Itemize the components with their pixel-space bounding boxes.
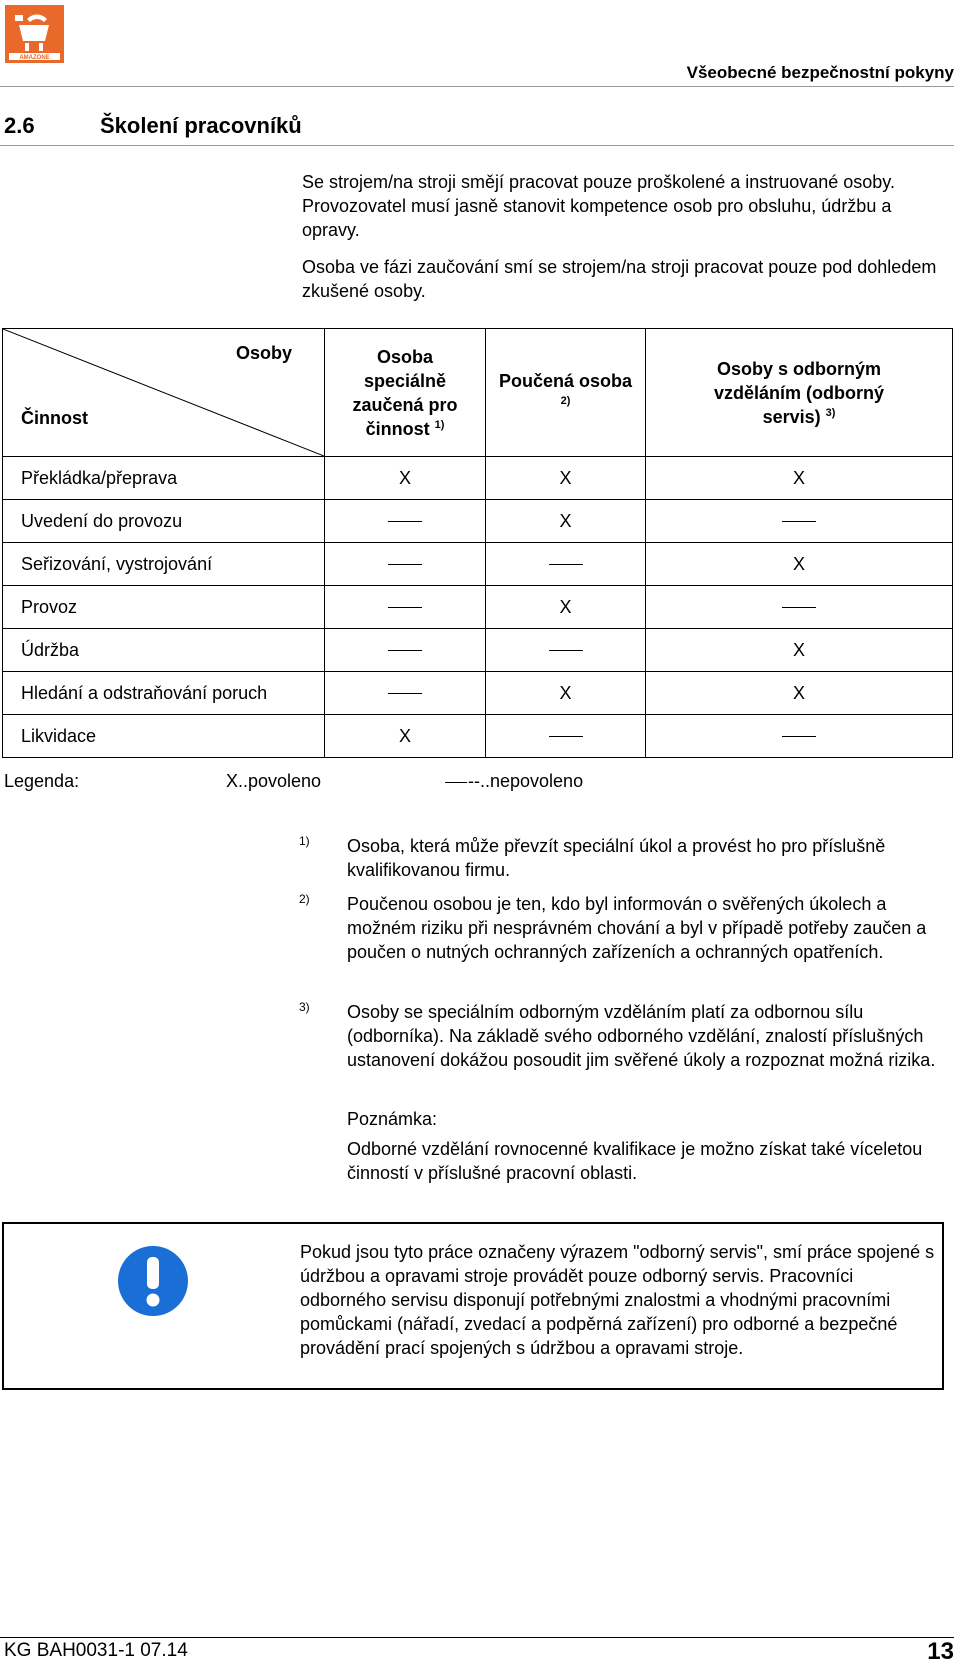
permission-cell xyxy=(646,586,953,629)
footnote-1-text: Osoba, která může převzít speciální úkol a provést ho pro příslušně kvalifikovanou firmu. xyxy=(347,836,886,880)
table-body xyxy=(3,457,953,758)
corner-label-persons: Osoby xyxy=(235,343,292,363)
permission-cell xyxy=(325,586,486,629)
footer-document-code: KG BAH0031-1 07.14 xyxy=(4,1640,188,1661)
permission-cell: X xyxy=(646,672,953,715)
not-allowed-dash xyxy=(549,650,583,651)
table-corner-cell xyxy=(3,329,325,457)
activity-cell: Likvidace xyxy=(3,715,325,758)
permission-cell: X xyxy=(486,457,646,500)
table-row xyxy=(3,715,953,758)
permission-cell: X xyxy=(325,715,486,758)
permission-cell: X xyxy=(325,457,486,500)
column-header-specially-trained: Osoba speciálně zaučená pro činnost $^{1)}$ xyxy=(325,329,486,457)
permission-cell xyxy=(646,715,953,758)
section-divider xyxy=(0,145,954,146)
permission-cell xyxy=(325,629,486,672)
permission-cell: X xyxy=(646,457,953,500)
notice-text: Pokud jsou tyto práce označeny výrazem "odborný servis", smí práce spojené s údržbou a opravami stroje provádět pouze odborný servis. Pracovníci odborného servisu disponují potřebnými znalostmi a vhodnými pracovními pomůckami (nářadí, zvedací a podpěrná zařízení) pro odborné a bezpečné provádění prací spojených s údržbou a opravami stroje. xyxy=(300,1242,935,1358)
permission-cell: X xyxy=(646,543,953,586)
legend-not-allowed: --..nepovoleno xyxy=(445,771,583,792)
footnote-1-mark: 1) xyxy=(299,834,310,848)
activity-cell: Údržba xyxy=(3,629,325,672)
not-allowed-dash xyxy=(388,693,422,694)
corner-label-activity: Činnost xyxy=(21,408,88,428)
legend-allowed: X..povoleno xyxy=(226,771,322,791)
activity-cell: Uvedení do provozu xyxy=(3,500,325,543)
note-text: Odborné vzdělání rovnocenné kvalifikace je možno získat také víceletou činností v příslušné pracovní oblasti. xyxy=(347,1139,923,1183)
activity-cell: Překládka/přeprava xyxy=(3,457,325,500)
note-label: Poznámka: xyxy=(347,1109,438,1129)
qualification-table xyxy=(2,328,953,758)
footnote-3-text: Osoby se speciálním odborným vzděláním platí za odbornou sílu (odborníka). Na základě svého odborného vzdělání, znalostí příslušných ustanovení dokážou posoudit jim svěřené úkoly a rozpoznat možná rizika. xyxy=(347,1002,936,1070)
table-row xyxy=(3,629,953,672)
not-allowed-dash xyxy=(388,564,422,565)
legend-label: Legenda: xyxy=(4,771,80,791)
permission-cell: X xyxy=(486,672,646,715)
intro-paragraph-2: Osoba ve fázi zaučování smí se strojem/na stroji pracovat pouze pod dohledem zkušené osoby. xyxy=(302,257,937,301)
table-row xyxy=(3,672,953,715)
header-divider xyxy=(0,86,954,87)
not-allowed-dash xyxy=(782,736,816,737)
permission-cell: X xyxy=(486,586,646,629)
footnote-2-text: Poučenou osobou je ten, kdo byl informován o svěřených úkolech a možném riziku při nesprávném chování a byl v případě potřeby zaučen a poučen o nutných ochranných zařízeních a ochranných opatřeních. xyxy=(347,894,927,962)
table-row xyxy=(3,457,953,500)
not-allowed-dash xyxy=(388,650,422,651)
section-number: 2.6 xyxy=(4,113,35,138)
activity-cell: Seřizování, vystrojování xyxy=(3,543,325,586)
permission-cell xyxy=(486,629,646,672)
table-row xyxy=(3,543,953,586)
permission-cell xyxy=(486,715,646,758)
not-allowed-dash xyxy=(388,607,422,608)
not-allowed-dash xyxy=(782,607,816,608)
table-header-row xyxy=(3,329,953,457)
permission-cell xyxy=(325,672,486,715)
table-row xyxy=(3,586,953,629)
not-allowed-dash xyxy=(782,521,816,522)
service-notice-box xyxy=(2,1222,944,1390)
column-header-professional: Osoby s odborným vzděláním (odborný servis) $^{3)}$ xyxy=(646,329,953,457)
footnote-3-mark: 3) xyxy=(299,1000,310,1014)
not-allowed-dash xyxy=(549,564,583,565)
permission-cell xyxy=(325,500,486,543)
permission-cell: X xyxy=(486,500,646,543)
not-allowed-dash xyxy=(388,521,422,522)
amazone-logo xyxy=(5,5,64,63)
section-title: Školení pracovníků xyxy=(100,113,302,138)
footnote-2-mark: 2) xyxy=(299,892,310,906)
not-allowed-dash xyxy=(549,736,583,737)
permission-cell xyxy=(646,500,953,543)
footer-divider xyxy=(0,1637,954,1638)
page-number: 13 xyxy=(927,1638,954,1665)
activity-cell: Provoz xyxy=(3,586,325,629)
activity-cell: Hledání a odstraňování poruch xyxy=(3,672,325,715)
permission-cell xyxy=(486,543,646,586)
logo-text: AMAZONE xyxy=(19,55,50,61)
dash-symbol xyxy=(445,782,467,783)
permission-cell xyxy=(325,543,486,586)
permission-cell: X xyxy=(646,629,953,672)
column-header-instructed: Poučená osoba $^{2)}$ xyxy=(486,329,646,457)
intro-paragraph-1: Se strojem/na stroji smějí pracovat pouze proškolené a instruované osoby. Provozovatel musí jasně stanovit kompetence osob pro obsluhu, údržbu a opravy. xyxy=(302,172,895,240)
exclamation-icon xyxy=(116,1244,190,1318)
table-row xyxy=(3,500,953,543)
header-title: Všeobecné bezpečnostní pokyny xyxy=(686,63,954,82)
